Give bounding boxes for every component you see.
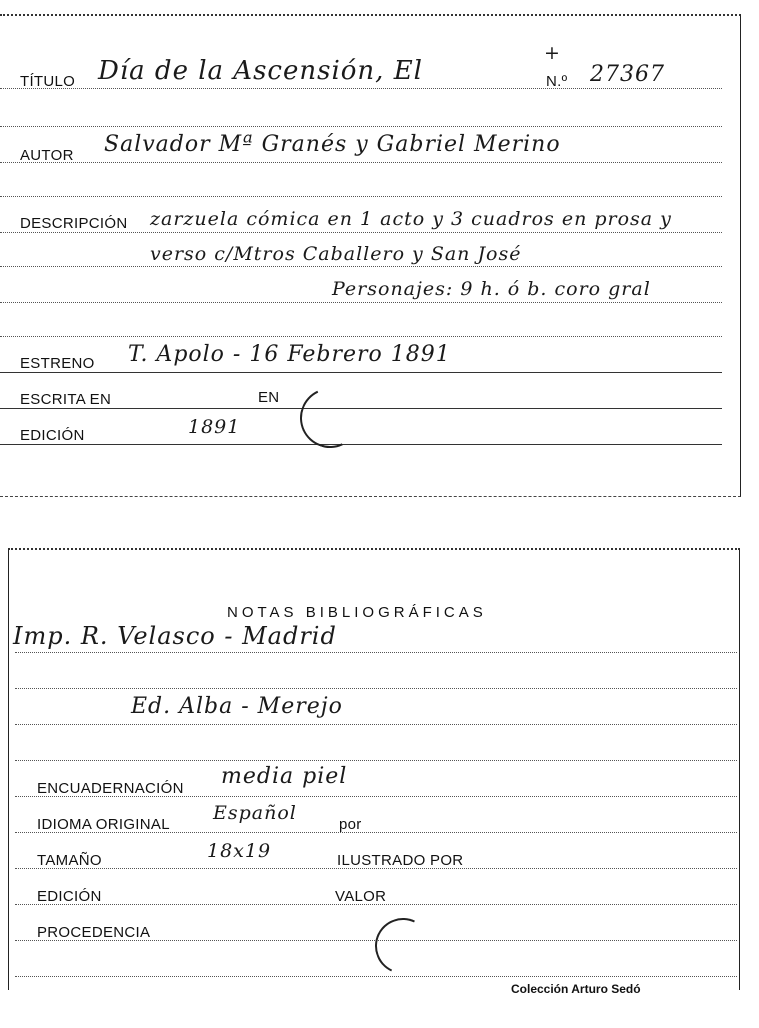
descripcion-line-2: verso c/Mtros Caballero y San José	[150, 243, 522, 265]
estreno-rule	[0, 372, 722, 373]
autor-rule	[0, 162, 722, 163]
catalog-card-front	[0, 14, 741, 497]
en-label: EN	[258, 389, 280, 406]
numero-value: 27367	[590, 62, 665, 87]
edicion-label: EDICIÓN	[20, 427, 85, 444]
encuadernacion-value: media piel	[221, 764, 348, 789]
estreno-value: T. Apolo - 16 Febrero 1891	[128, 342, 451, 367]
idioma-value: Español	[213, 802, 297, 824]
descripcion-label: DESCRIPCIÓN	[20, 215, 128, 232]
notas-header: NOTAS BIBLIOGRÁFICAS	[227, 604, 487, 621]
autor-label: AUTOR	[20, 147, 74, 164]
idioma-label: IDIOMA ORIGINAL	[37, 816, 170, 833]
descripcion-line-1: zarzuela cómica en 1 acto y 3 cuadros en prosa y	[150, 208, 672, 230]
back-edicion-label: EDICIÓN	[37, 888, 102, 905]
escrita-en-label: ESCRITA EN	[20, 391, 112, 408]
procedencia-label: PROCEDENCIA	[37, 924, 151, 941]
valor-label: VALOR	[335, 888, 387, 905]
collection-credit: Colección Arturo Sedó	[511, 982, 641, 996]
edicion-value: 1891	[188, 416, 241, 438]
tamano-value: 18x19	[207, 840, 272, 862]
numero-label: N.º	[546, 73, 568, 90]
titulo-rule	[0, 88, 722, 89]
autor-value: Salvador Mª Granés y Gabriel Merino	[104, 132, 561, 157]
edicion-rule	[0, 444, 722, 445]
escrita-rule	[0, 408, 722, 409]
ilustrado-label: ILUSTRADO POR	[337, 852, 464, 869]
estreno-label: ESTRENO	[20, 355, 95, 372]
notes-rule-4	[15, 760, 737, 761]
spacer-rule	[0, 336, 722, 337]
descripcion-rule	[0, 232, 722, 233]
descripcion-rule-2	[0, 266, 722, 267]
notes-rule-2	[15, 688, 737, 689]
catalog-card-back	[8, 548, 740, 996]
encuadernacion-label: ENCUADERNACIÓN	[37, 780, 184, 797]
note-line-1: Imp. R. Velasco - Madrid	[13, 622, 337, 650]
note-line-2: Ed. Alba - Merejo	[131, 694, 343, 719]
descripcion-rule-3	[0, 302, 722, 303]
spacer-rule	[0, 196, 722, 197]
titulo-value: Día de la Ascensión, El	[98, 56, 423, 86]
stamp-mark	[367, 910, 439, 982]
spacer-rule	[0, 126, 722, 127]
notes-rule-1	[15, 652, 737, 653]
tamano-label: TAMAÑO	[37, 852, 102, 869]
bottom-rule	[15, 976, 737, 977]
descripcion-line-3: Personajes: 9 h. ó b. coro gral	[332, 278, 651, 300]
numero-mark: +	[544, 42, 561, 64]
titulo-label: TÍTULO	[20, 73, 76, 90]
por-label: por	[339, 816, 362, 833]
notes-rule-3	[15, 724, 737, 725]
